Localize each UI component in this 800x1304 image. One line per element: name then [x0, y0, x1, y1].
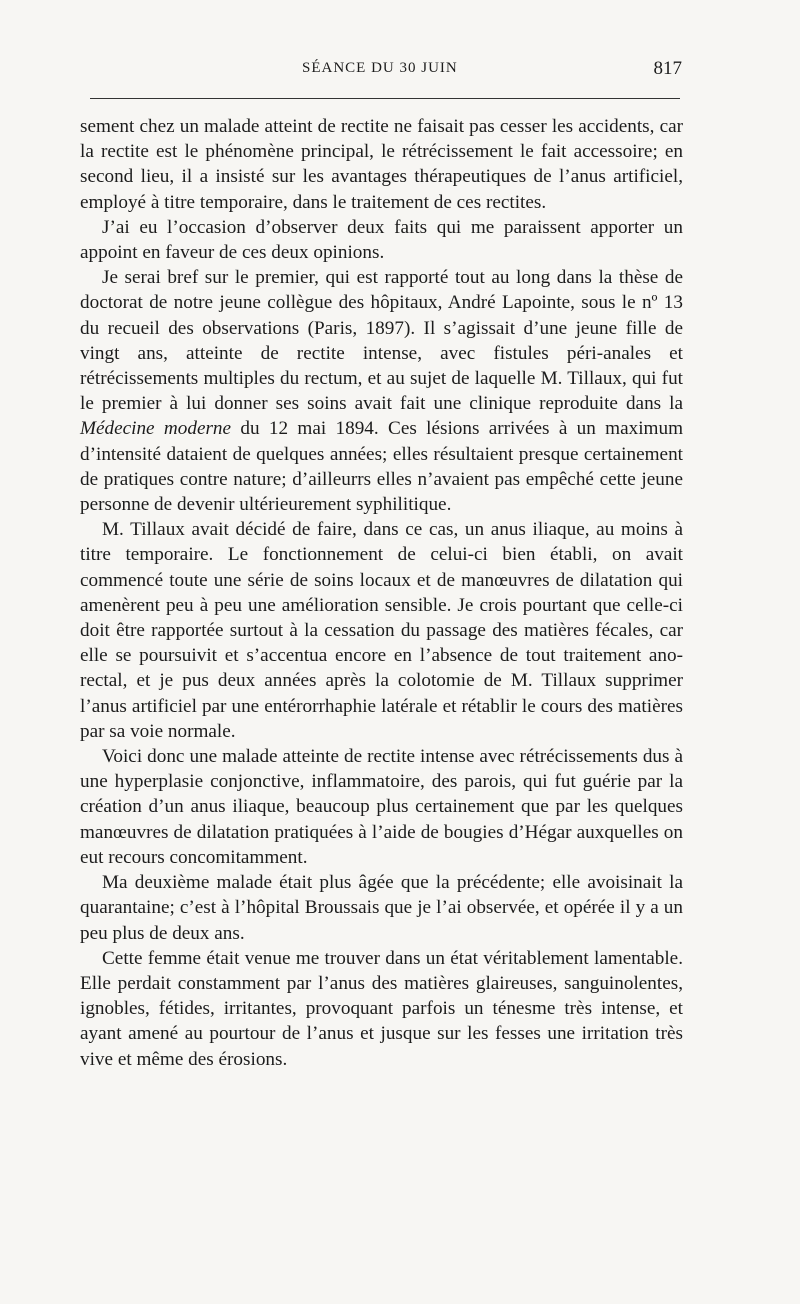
page-header — [80, 58, 682, 88]
running-title: SÉANCE DU 30 JUIN — [302, 60, 458, 76]
paragraph-4: M. Tillaux avait décidé de faire, dans ce cas, un anus iliaque, au moins à titre temporaire. Le fonctionnement de celui-ci bien établi, on avait commencé toute une série de soins locaux et de manœuvres de dilatation qui amenèrent peu à peu une amélioration sensible. Je crois pourtant que celle-ci doit être rapportée surtout à la cessation du passage des matières fécales, car elle se poursuivit et s’accentua encore en l’absence de tout traitement ano-rectal, et je pus deux années après la colotomie de M. Tillaux supprimer l’anus artificiel par une entérorrhaphie latérale et rétablir le cours des matières par sa voie normale. — [80, 519, 683, 742]
paragraph-1: sement chez un malade atteint de rectite ne faisait pas cesser les accidents, car la rectite est le phénomène principal, le rétrécissement le fait accessoire; en second lieu, il a insisté sur les avantages thérapeutiques de l’anus artificiel, employé à titre temporaire, dans le traitement de ces rectites. — [80, 116, 683, 213]
paragraph-7: Cette femme était venue me trouver dans un état véritablement lamentable. Elle perdait constamment par l’anus des matières glaireuses, sanguinolentes, ignobles, fétides, irritantes, provoquant parfois un ténesme très intense, et ayant amené au pourtour de l’anus et jusque sur les fesses une irritation très vive et même des érosions. — [80, 947, 683, 1070]
paragraph-3 — [80, 265, 683, 517]
journal-title: Médecine moderne — [80, 418, 232, 440]
paragraph-2: J’ai eu l’occasion d’observer deux faits qui me paraissent apporter un appoint en faveur de ces deux opinions. — [80, 216, 683, 264]
paragraph-5: Voici donc une malade atteinte de rectite intense avec rétrécissements dus à une hyperplasie conjonctive, inflammatoire, des parois, qui fut guérie par la création d’un anus iliaque, beaucoup plus certainement que par les quelques manœuvres de dilatation pratiquées à l’aide de bougies d’Hégar auxquelles on eut recours concomitamment. — [80, 746, 683, 868]
paragraph-3-text-before: Je serai bref sur le premier, qui est rapporté tout au long dans la thèse de doctorat de notre jeune collègue des hôpitaux, André Lapointe, sous le nº 13 du recueil des observations (Paris, 1897). Il s’agissait d’une jeune fille de vingt ans, atteinte de rectite intense, avec fistules péri-anales et rétrécissements multiples du rectum, et au sujet de laquelle M. Tillaux, qui fut le premier à lui donner ses soins avait fait une clinique reproduite dans la — [80, 267, 683, 415]
body-text — [80, 114, 683, 1072]
paragraph-6: Ma deuxième malade était plus âgée que la précédente; elle avoisinait la quarantaine; c’est à l’hôpital Broussais que je l’ai observée, et opérée il y a un peu plus de deux ans. — [80, 872, 683, 944]
header-rule — [90, 98, 680, 99]
page-number: 817 — [653, 58, 682, 79]
paragraph-3-text-after: du 12 mai 1894. Ces lésions arrivées à un maximum d’intensité dataient de quelques années; elles résultaient presque certainement de pratiques contre nature; d’ailleurrs elles n’avaient pas empêché cette jeune personne de devenir ultérieurement syphilitique. — [80, 418, 683, 516]
